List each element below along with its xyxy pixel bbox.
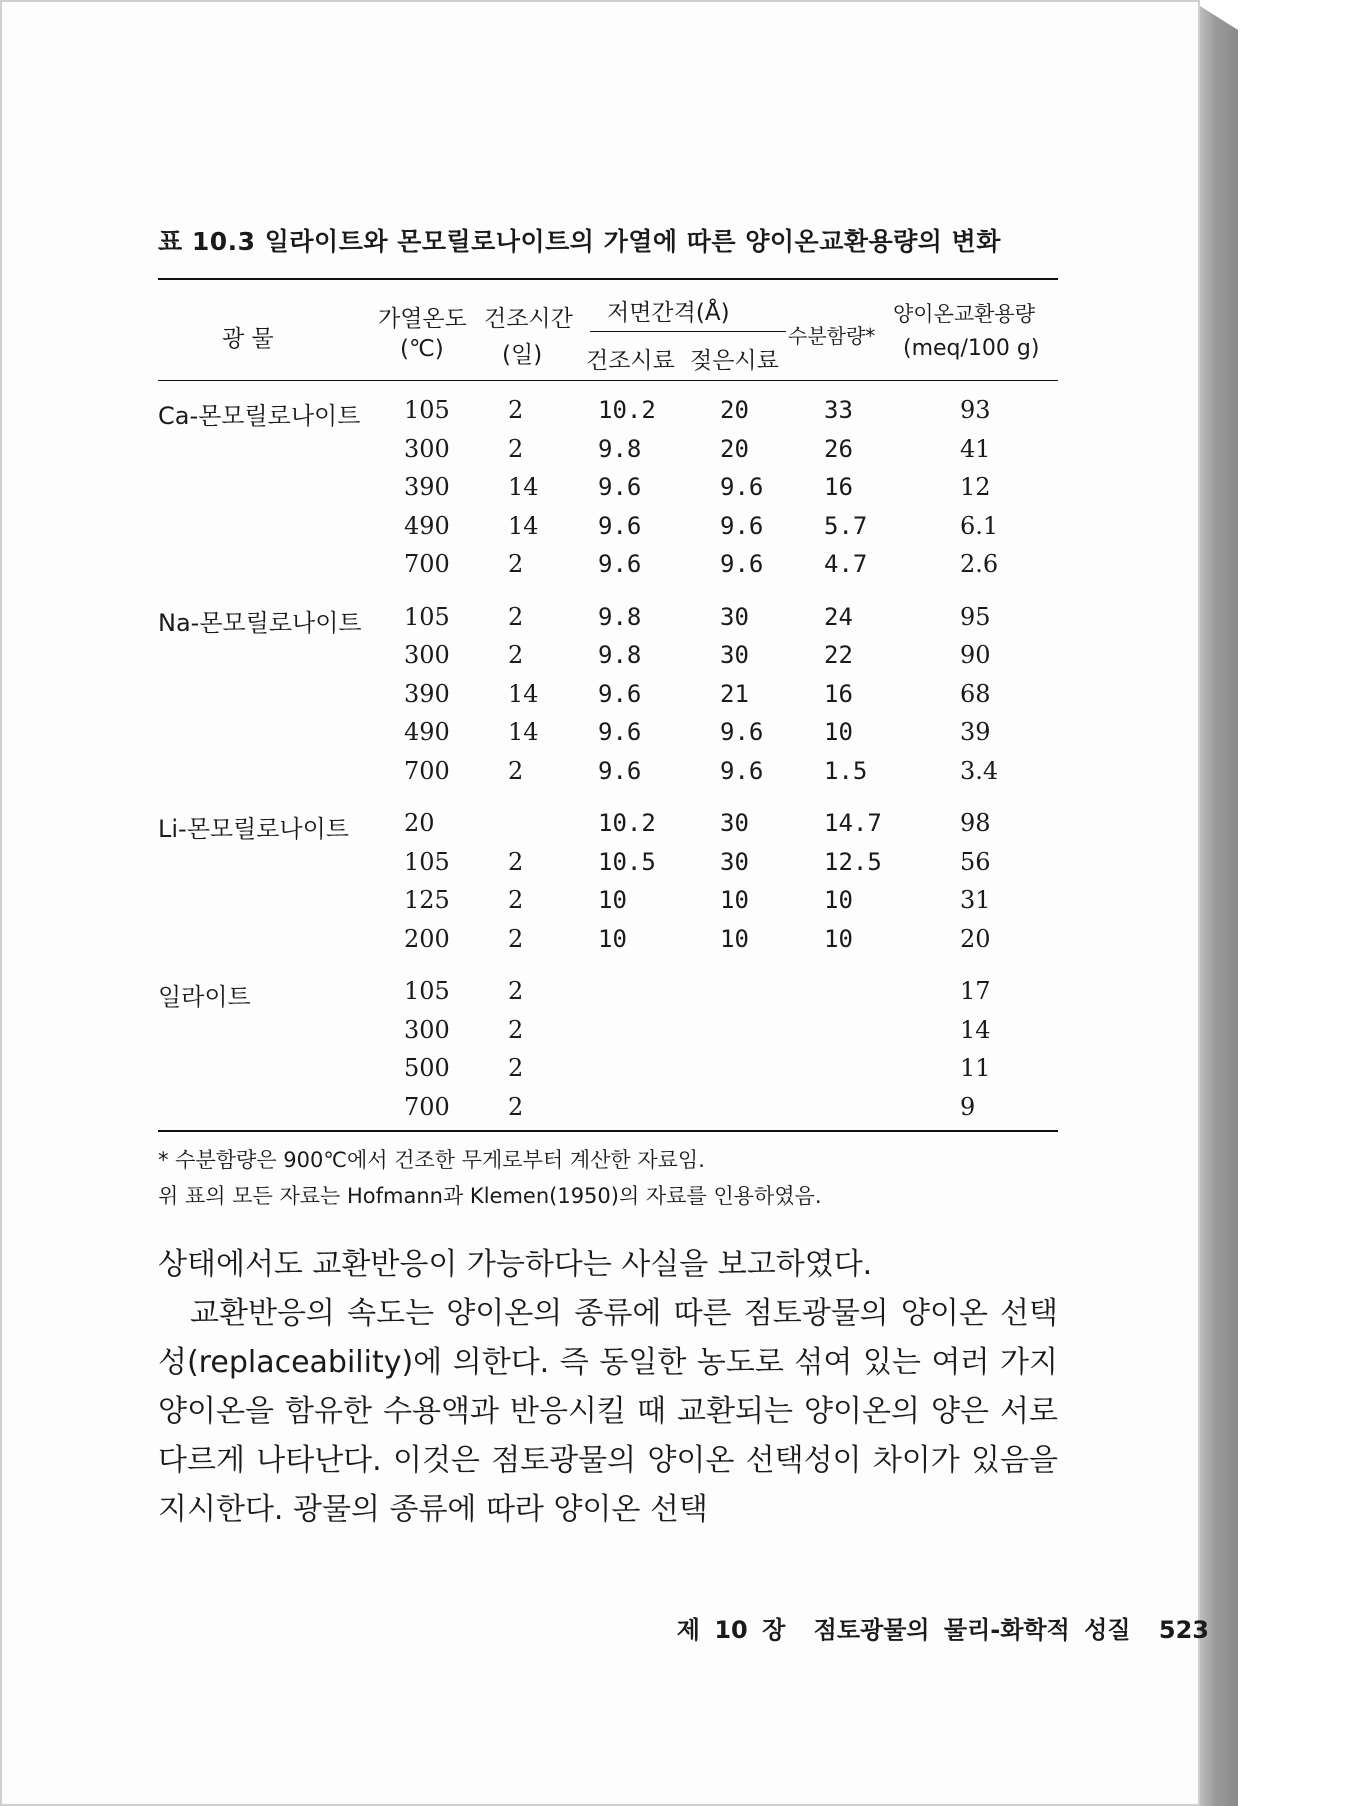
header-dry-time-unit: (일) bbox=[502, 342, 543, 368]
body-text bbox=[158, 1240, 1058, 1534]
cell-water: 5.7 bbox=[824, 511, 868, 540]
cell-cec: 95 bbox=[960, 602, 991, 631]
running-footer bbox=[677, 1610, 1209, 1645]
cell-water: 22 bbox=[824, 641, 853, 669]
cell-water: 4.7 bbox=[824, 550, 868, 578]
cell-days: 2 bbox=[508, 886, 524, 914]
cell-days: 2 bbox=[508, 396, 524, 424]
table-note-water: * 수분함량은 900℃에서 건조한 무게로부터 계산한 자료임. bbox=[158, 1148, 705, 1172]
body-paragraph-2: 교환반응의 속도는 양이온의 종류에 따른 점토광물의 양이온 선택성(replaceability)에 의한다. 즉 동일한 농도로 섞여 있는 여러 가지 양이온을 함유한 수용액과 반응시킬 때 교환되는 양이온의 양은 서로 다르게 나타난다. 이것은 점토광물의 양이온 선택성이 차이가 있음을 지시한다. 광물의 종류에 따라 양이온 선택 bbox=[158, 1296, 1058, 1527]
table-row bbox=[0, 757, 1200, 789]
page-number: 523 bbox=[1158, 1616, 1209, 1644]
cell-water: 24 bbox=[824, 602, 853, 631]
cell-temp: 105 bbox=[404, 396, 450, 424]
footer-chapter: 제 10 장 bbox=[676, 1616, 786, 1644]
header-water-content: 수분함량* bbox=[788, 324, 876, 348]
cell-days: 2 bbox=[508, 434, 524, 463]
cell-days: 14 bbox=[508, 679, 539, 708]
cell-temp: 105 bbox=[404, 977, 450, 1005]
cell-days: 2 bbox=[508, 1054, 524, 1082]
cell-dry: 10.2 bbox=[598, 809, 656, 837]
cell-cec: 31 bbox=[960, 886, 991, 914]
cell-days: 2 bbox=[508, 924, 524, 953]
cell-water: 16 bbox=[824, 473, 853, 501]
cell-wet: 9.6 bbox=[720, 511, 764, 540]
cell-water: 10 bbox=[824, 718, 853, 746]
header-spacing-dry: 건조시료 bbox=[586, 348, 675, 374]
table-row bbox=[0, 396, 1200, 428]
cell-temp: 500 bbox=[404, 1054, 450, 1082]
cell-temp: 700 bbox=[404, 756, 450, 785]
table-row bbox=[0, 603, 1200, 635]
table-row bbox=[0, 925, 1200, 957]
cell-dry: 10 bbox=[598, 886, 627, 914]
cell-water: 16 bbox=[824, 679, 853, 708]
cell-dry: 9.8 bbox=[598, 602, 642, 631]
cell-cec: 17 bbox=[960, 977, 991, 1005]
cell-cec: 41 bbox=[960, 434, 991, 463]
cell-cec: 98 bbox=[960, 809, 991, 837]
cell-days: 2 bbox=[508, 641, 524, 669]
header-cec: 양이온교환용량 bbox=[893, 302, 1036, 326]
table-row bbox=[0, 641, 1200, 673]
cell-dry: 9.6 bbox=[598, 550, 642, 578]
cell-wet: 30 bbox=[720, 602, 749, 631]
table-note-source: 위 표의 모든 자료는 Hofmann과 Klemen(1950)의 자료를 인용하였음. bbox=[158, 1184, 822, 1208]
cell-temp: 700 bbox=[404, 550, 450, 578]
table-row bbox=[0, 809, 1200, 841]
cell-cec: 14 bbox=[960, 1015, 991, 1044]
header-basal-spacing: 저면간격(Å) bbox=[607, 300, 730, 326]
table-row bbox=[0, 680, 1200, 712]
cell-wet: 20 bbox=[720, 396, 749, 424]
cell-dry: 9.6 bbox=[598, 756, 642, 785]
cell-days: 2 bbox=[508, 602, 524, 631]
cell-cec: 68 bbox=[960, 679, 991, 708]
cell-wet: 10 bbox=[720, 886, 749, 914]
cell-wet: 9.6 bbox=[720, 718, 764, 746]
header-dry-time: 건조시간 bbox=[484, 306, 573, 332]
cell-temp: 390 bbox=[404, 473, 450, 501]
cell-days: 2 bbox=[508, 1015, 524, 1044]
header-spacing-underline bbox=[590, 331, 786, 332]
table-row bbox=[0, 977, 1200, 1009]
cell-temp: 490 bbox=[404, 718, 450, 746]
body-paragraph-1: 상태에서도 교환반응이 가능하다는 사실을 보고하였다. bbox=[158, 1247, 873, 1282]
cell-wet: 30 bbox=[720, 641, 749, 669]
cell-water: 14.7 bbox=[824, 809, 882, 837]
table-row bbox=[0, 473, 1200, 505]
cell-water: 10 bbox=[824, 924, 853, 953]
cell-wet: 20 bbox=[720, 434, 749, 463]
cell-wet: 30 bbox=[720, 847, 749, 876]
cell-dry: 9.6 bbox=[598, 679, 642, 708]
cell-dry: 9.6 bbox=[598, 473, 642, 501]
footer-chapter-title: 점토광물의 물리-화학적 성질 bbox=[813, 1616, 1131, 1644]
cell-temp: 300 bbox=[404, 641, 450, 669]
mineral-name: Li-몬모릴로나이트 bbox=[158, 815, 349, 843]
cell-water: 10 bbox=[824, 886, 853, 914]
table-row bbox=[0, 435, 1200, 467]
table-row bbox=[0, 886, 1200, 918]
mineral-name: Na-몬모릴로나이트 bbox=[158, 608, 362, 637]
header-mineral: 광 물 bbox=[222, 326, 274, 352]
cell-wet: 9.6 bbox=[720, 473, 764, 501]
cell-water: 1.5 bbox=[824, 756, 868, 785]
cell-days: 14 bbox=[508, 511, 539, 540]
cell-temp: 200 bbox=[404, 924, 450, 953]
cell-cec: 39 bbox=[960, 718, 991, 746]
table-row bbox=[0, 1016, 1200, 1048]
table-row bbox=[0, 1093, 1200, 1125]
cell-temp: 300 bbox=[404, 434, 450, 463]
cell-days: 2 bbox=[508, 550, 524, 578]
cell-water: 33 bbox=[824, 396, 853, 424]
mineral-name: Ca-몬모릴로나이트 bbox=[158, 402, 361, 430]
cell-days: 14 bbox=[508, 473, 539, 501]
cell-dry: 9.8 bbox=[598, 434, 642, 463]
cell-temp: 105 bbox=[404, 847, 450, 876]
cell-cec: 56 bbox=[960, 847, 991, 876]
table-row bbox=[0, 512, 1200, 544]
table-top-rule bbox=[158, 278, 1058, 280]
cell-wet: 21 bbox=[720, 679, 749, 708]
cell-dry: 9.6 bbox=[598, 511, 642, 540]
cell-dry: 9.6 bbox=[598, 718, 642, 746]
table-caption: 표 10.3 일라이트와 몬모릴로나이트의 가열에 따른 양이온교환용량의 변화 bbox=[158, 227, 1001, 256]
cell-temp: 125 bbox=[404, 886, 450, 914]
cell-temp: 300 bbox=[404, 1015, 450, 1044]
header-spacing-wet: 젖은시료 bbox=[690, 348, 779, 374]
cell-temp: 490 bbox=[404, 511, 450, 540]
cell-days: 2 bbox=[508, 977, 524, 1005]
table-header-rule bbox=[158, 380, 1058, 381]
cell-cec: 93 bbox=[960, 396, 991, 424]
table-row bbox=[0, 848, 1200, 880]
cell-wet: 30 bbox=[720, 809, 749, 837]
cell-cec: 11 bbox=[960, 1054, 991, 1082]
cell-wet: 9.6 bbox=[720, 550, 764, 578]
cell-wet: 10 bbox=[720, 924, 749, 953]
header-cec-unit: (meq/100 g) bbox=[903, 336, 1040, 361]
header-temp: 가열온도 bbox=[378, 306, 467, 332]
cell-dry: 10.5 bbox=[598, 847, 656, 876]
cell-temp: 20 bbox=[404, 809, 435, 837]
table-bottom-rule bbox=[158, 1130, 1058, 1132]
header-temp-unit: (℃) bbox=[400, 336, 444, 362]
table-row bbox=[0, 550, 1200, 582]
cell-cec: 12 bbox=[960, 473, 991, 501]
cell-temp: 105 bbox=[404, 602, 450, 631]
page-edge-shadow bbox=[1200, 6, 1238, 1806]
cell-temp: 390 bbox=[404, 679, 450, 708]
cell-dry: 9.8 bbox=[598, 641, 642, 669]
cell-cec: 20 bbox=[960, 924, 991, 953]
cell-cec: 90 bbox=[960, 641, 991, 669]
cell-cec: 6.1 bbox=[960, 511, 999, 540]
table-row bbox=[0, 1054, 1200, 1086]
cell-days: 2 bbox=[508, 847, 524, 876]
table-row bbox=[0, 718, 1200, 750]
cell-dry: 10 bbox=[598, 924, 627, 953]
cell-water: 12.5 bbox=[824, 847, 882, 876]
cell-cec: 2.6 bbox=[960, 550, 999, 578]
mineral-name: 일라이트 bbox=[158, 983, 251, 1011]
cell-days: 2 bbox=[508, 1092, 524, 1121]
cell-dry: 10.2 bbox=[598, 396, 656, 424]
cell-days: 14 bbox=[508, 718, 539, 746]
cell-wet: 9.6 bbox=[720, 756, 764, 785]
cell-temp: 700 bbox=[404, 1092, 450, 1121]
cell-water: 26 bbox=[824, 434, 853, 463]
cell-days: 2 bbox=[508, 756, 524, 785]
cell-cec: 3.4 bbox=[960, 756, 999, 785]
cell-cec: 9 bbox=[960, 1092, 976, 1121]
